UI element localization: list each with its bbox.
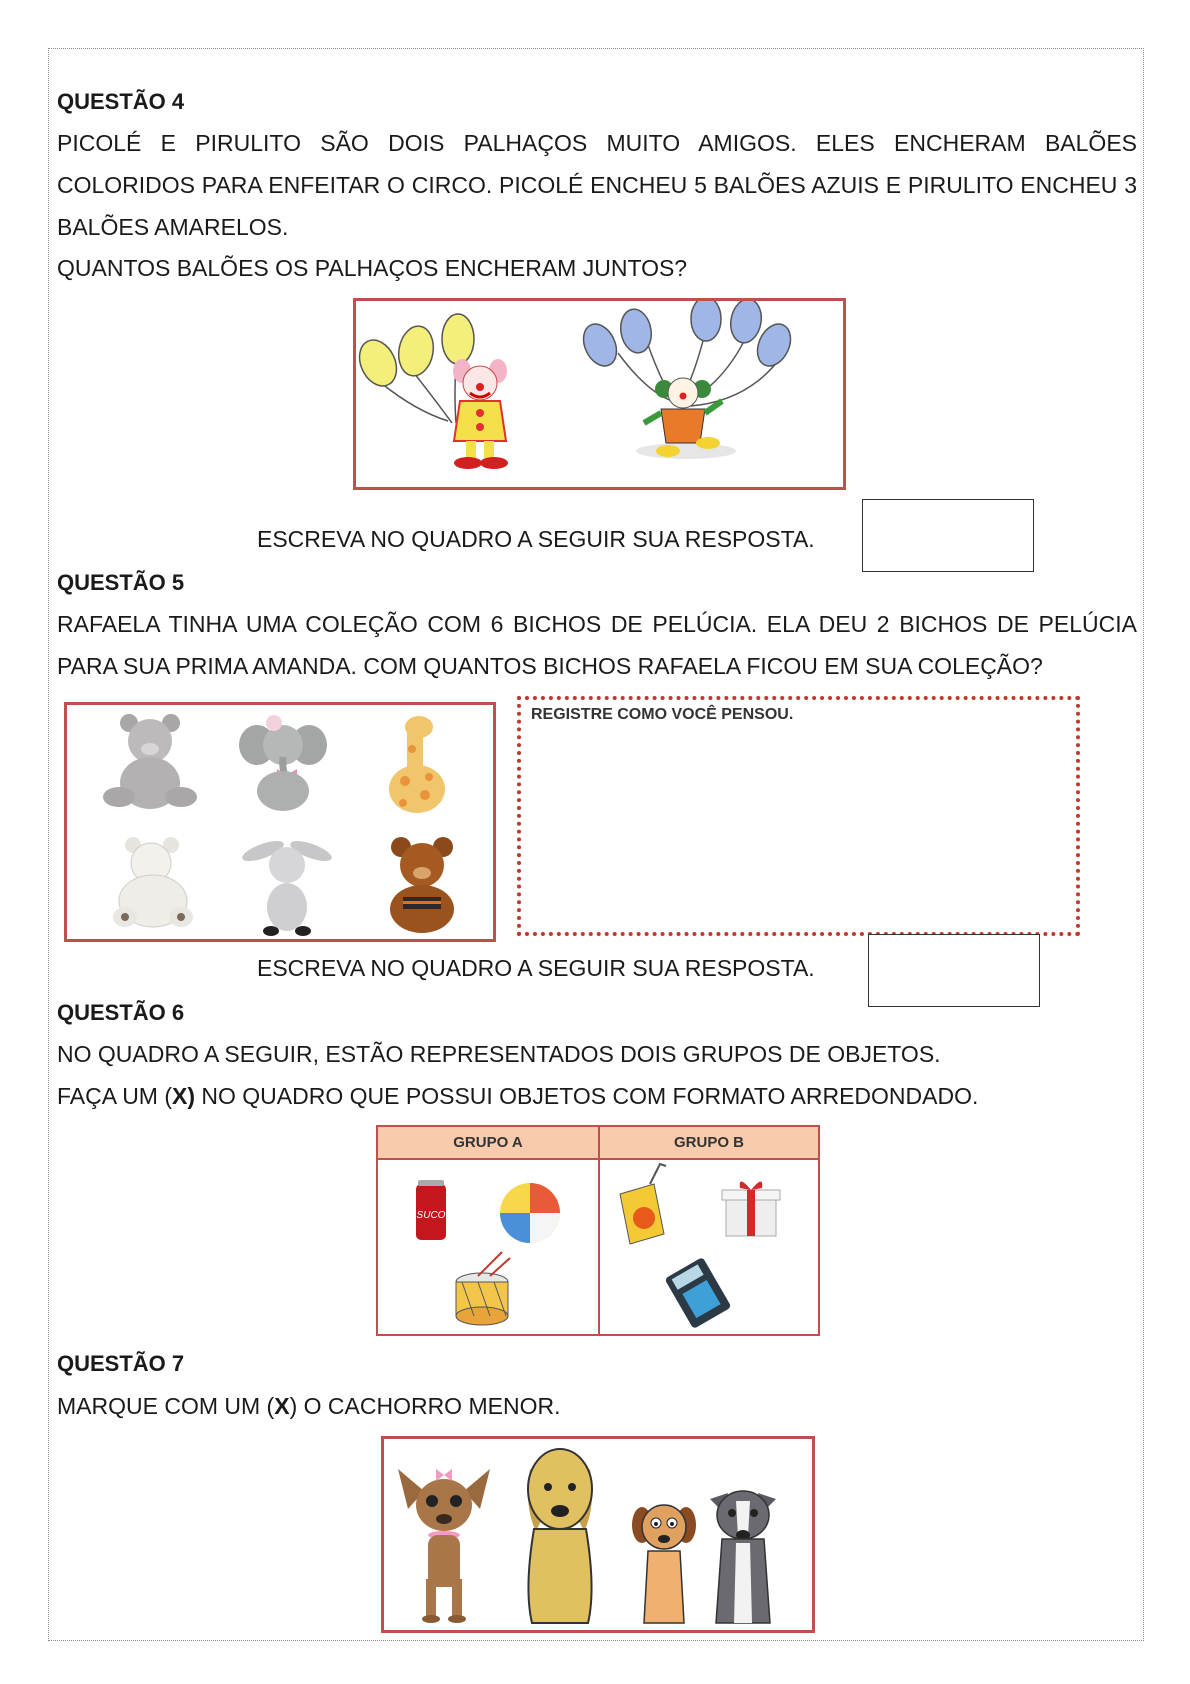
clown-pirulito [636, 378, 736, 459]
big-yellow-dog[interactable] [528, 1449, 592, 1623]
beach-ball-icon [500, 1183, 560, 1243]
q4-title: QUESTÃO 4 [57, 89, 185, 114]
q6-line2-pre: FAÇA UM ( [57, 1083, 173, 1109]
soda-can-icon [416, 1180, 446, 1240]
can-label: SUCO [416, 1210, 446, 1221]
q5-plush-toys-image [64, 702, 496, 942]
q6-title: QUESTÃO 6 [57, 1000, 185, 1025]
q6-line2-post: NO QUADRO QUE POSSUI OBJETOS COM FORMATO ARREDONDADO. [195, 1083, 979, 1109]
white-bear-plush [113, 837, 193, 927]
q6-groups-table [376, 1125, 820, 1336]
q4-clowns-image [353, 298, 846, 490]
q5-reasoning-box[interactable] [517, 696, 1080, 936]
q5-reasoning-label: REGISTRE COMO VOCÊ PENSOU. [531, 706, 794, 723]
q4-question: QUANTOS BALÕES OS PALHAÇOS ENCHERAM JUNTOS? [57, 255, 688, 281]
clowns-illustration [356, 301, 843, 487]
gift-box-icon [722, 1181, 780, 1236]
juice-box-icon [620, 1164, 666, 1244]
calculator-icon [664, 1257, 731, 1329]
q7-dogs-image [381, 1436, 815, 1633]
giraffe-plush [389, 716, 445, 813]
q7-line-pre: MARQUE COM UM ( [57, 1393, 275, 1419]
group-a-header: GRUPO A [378, 1127, 598, 1160]
drum-icon [456, 1252, 510, 1325]
small-brown-dog[interactable] [632, 1505, 696, 1623]
q7-line-x: X [274, 1393, 290, 1419]
brown-teddy-bear [390, 837, 454, 933]
q5-answer-prompt: ESCREVA NO QUADRO A SEGUIR SUA RESPOSTA. [257, 955, 815, 981]
q7-line-post: ) O CACHORRO MENOR. [289, 1393, 561, 1419]
gray-pitbull-dog[interactable] [710, 1491, 776, 1623]
gray-teddy-bear [103, 714, 197, 809]
elephant-plush [239, 715, 327, 811]
group-b-cell[interactable] [600, 1160, 818, 1334]
q5-answer-box[interactable] [868, 934, 1040, 1007]
q4-answer-prompt: ESCREVA NO QUADRO A SEGUIR SUA RESPOSTA. [257, 526, 815, 552]
group-b-header: GRUPO B [600, 1127, 818, 1160]
q7-line [57, 1392, 560, 1420]
chihuahua-dog[interactable] [398, 1469, 490, 1623]
group-a-cell[interactable] [378, 1160, 598, 1334]
q5-paragraph: RAFAELA TINHA UMA COLEÇÃO COM 6 BICHOS DE PELÚCIA. ELA DEU 2 BICHOS DE PELÚCIA PARA SUA PRIMA AMANDA. COM QUANTOS BICHOS RAFAELA FICOU EM SUA COLEÇÃO? [57, 611, 1137, 679]
q6-line1: NO QUADRO A SEGUIR, ESTÃO REPRESENTADOS DOIS GRUPOS DE OBJETOS. [57, 1041, 941, 1067]
q4-answer-box[interactable] [862, 499, 1034, 572]
q6-line2 [57, 1082, 978, 1110]
q4-paragraph: PICOLÉ E PIRULITO SÃO DOIS PALHAÇOS MUITO AMIGOS. ELES ENCHERAM BALÕES COLORIDOS PARA ENFEITAR O CIRCO. PICOLÉ ENCHEU 5 BALÕES AZUIS E PIRULITO ENCHEU 3 BALÕES AMARELOS. [57, 130, 1137, 240]
q5-title: QUESTÃO 5 [57, 570, 185, 595]
q7-title: QUESTÃO 7 [57, 1351, 185, 1376]
q6-line2-x: X) [172, 1083, 196, 1109]
plush-toys-illustration [67, 705, 493, 939]
clown-picole [453, 359, 508, 469]
donkey-plush [240, 837, 334, 936]
